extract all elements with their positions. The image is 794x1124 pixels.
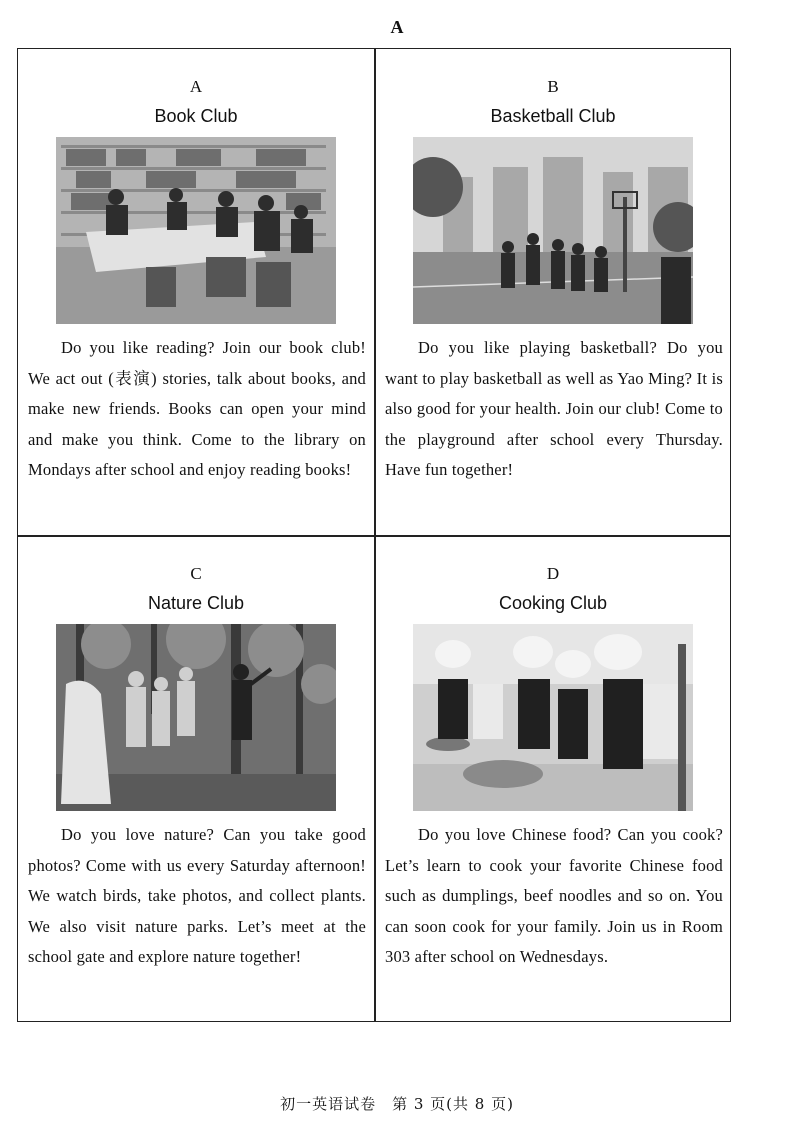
club-card-basketball <box>375 49 731 535</box>
club-description: Do you love nature? Can you take good photos? Come with us every Saturday afternoon! We watch birds, take photos, and collect plants. We also visit nature parks. Let’s meet at the school gate and explore nature together! <box>28 825 366 967</box>
club-description: Do you love Chinese food? Can you cook? Let’s learn to cook your favorite Chinese food such as dumplings, beef noodles and so on. You can soon cook for your family. Join us in Room 303 after school on Wednesdays. <box>385 825 723 967</box>
cooking-club-photo <box>413 624 693 811</box>
forest-image <box>56 624 336 811</box>
club-description: Do you like reading? Join our book club! We act out (表演) stories, talk about books, and make new friends. Books can open your mind and make you think. Come to the library on Mondays after school and enjoy reading books! <box>28 338 366 480</box>
club-card-book <box>18 49 374 535</box>
club-letter: A <box>189 77 203 96</box>
club-letter: D <box>546 564 560 583</box>
basketball-club-photo <box>413 137 693 324</box>
club-title: Cooking Club <box>498 593 608 613</box>
page-footer: 初一英语试卷 第 3 页(共 8 页) <box>280 1095 514 1113</box>
club-card-nature <box>18 536 374 1022</box>
club-letter: B <box>547 77 559 96</box>
club-description: Do you like playing basketball? Do you want to play basketball as well as Yao Ming? It is also good for your health. Join our club! Come to the playground after school every Thursday. Have fun together! <box>385 338 723 480</box>
playground-image <box>413 137 693 324</box>
section-letter: A <box>390 17 404 37</box>
nature-club-photo <box>56 624 336 811</box>
club-letter: C <box>190 564 202 583</box>
club-title: Nature Club <box>147 593 245 613</box>
kitchen-image <box>413 624 693 811</box>
club-card-cooking <box>375 536 731 1022</box>
club-title: Basketball Club <box>490 106 616 126</box>
library-image <box>56 137 336 324</box>
book-club-photo <box>56 137 336 324</box>
club-title: Book Club <box>154 106 238 126</box>
club-grid <box>17 48 731 1022</box>
